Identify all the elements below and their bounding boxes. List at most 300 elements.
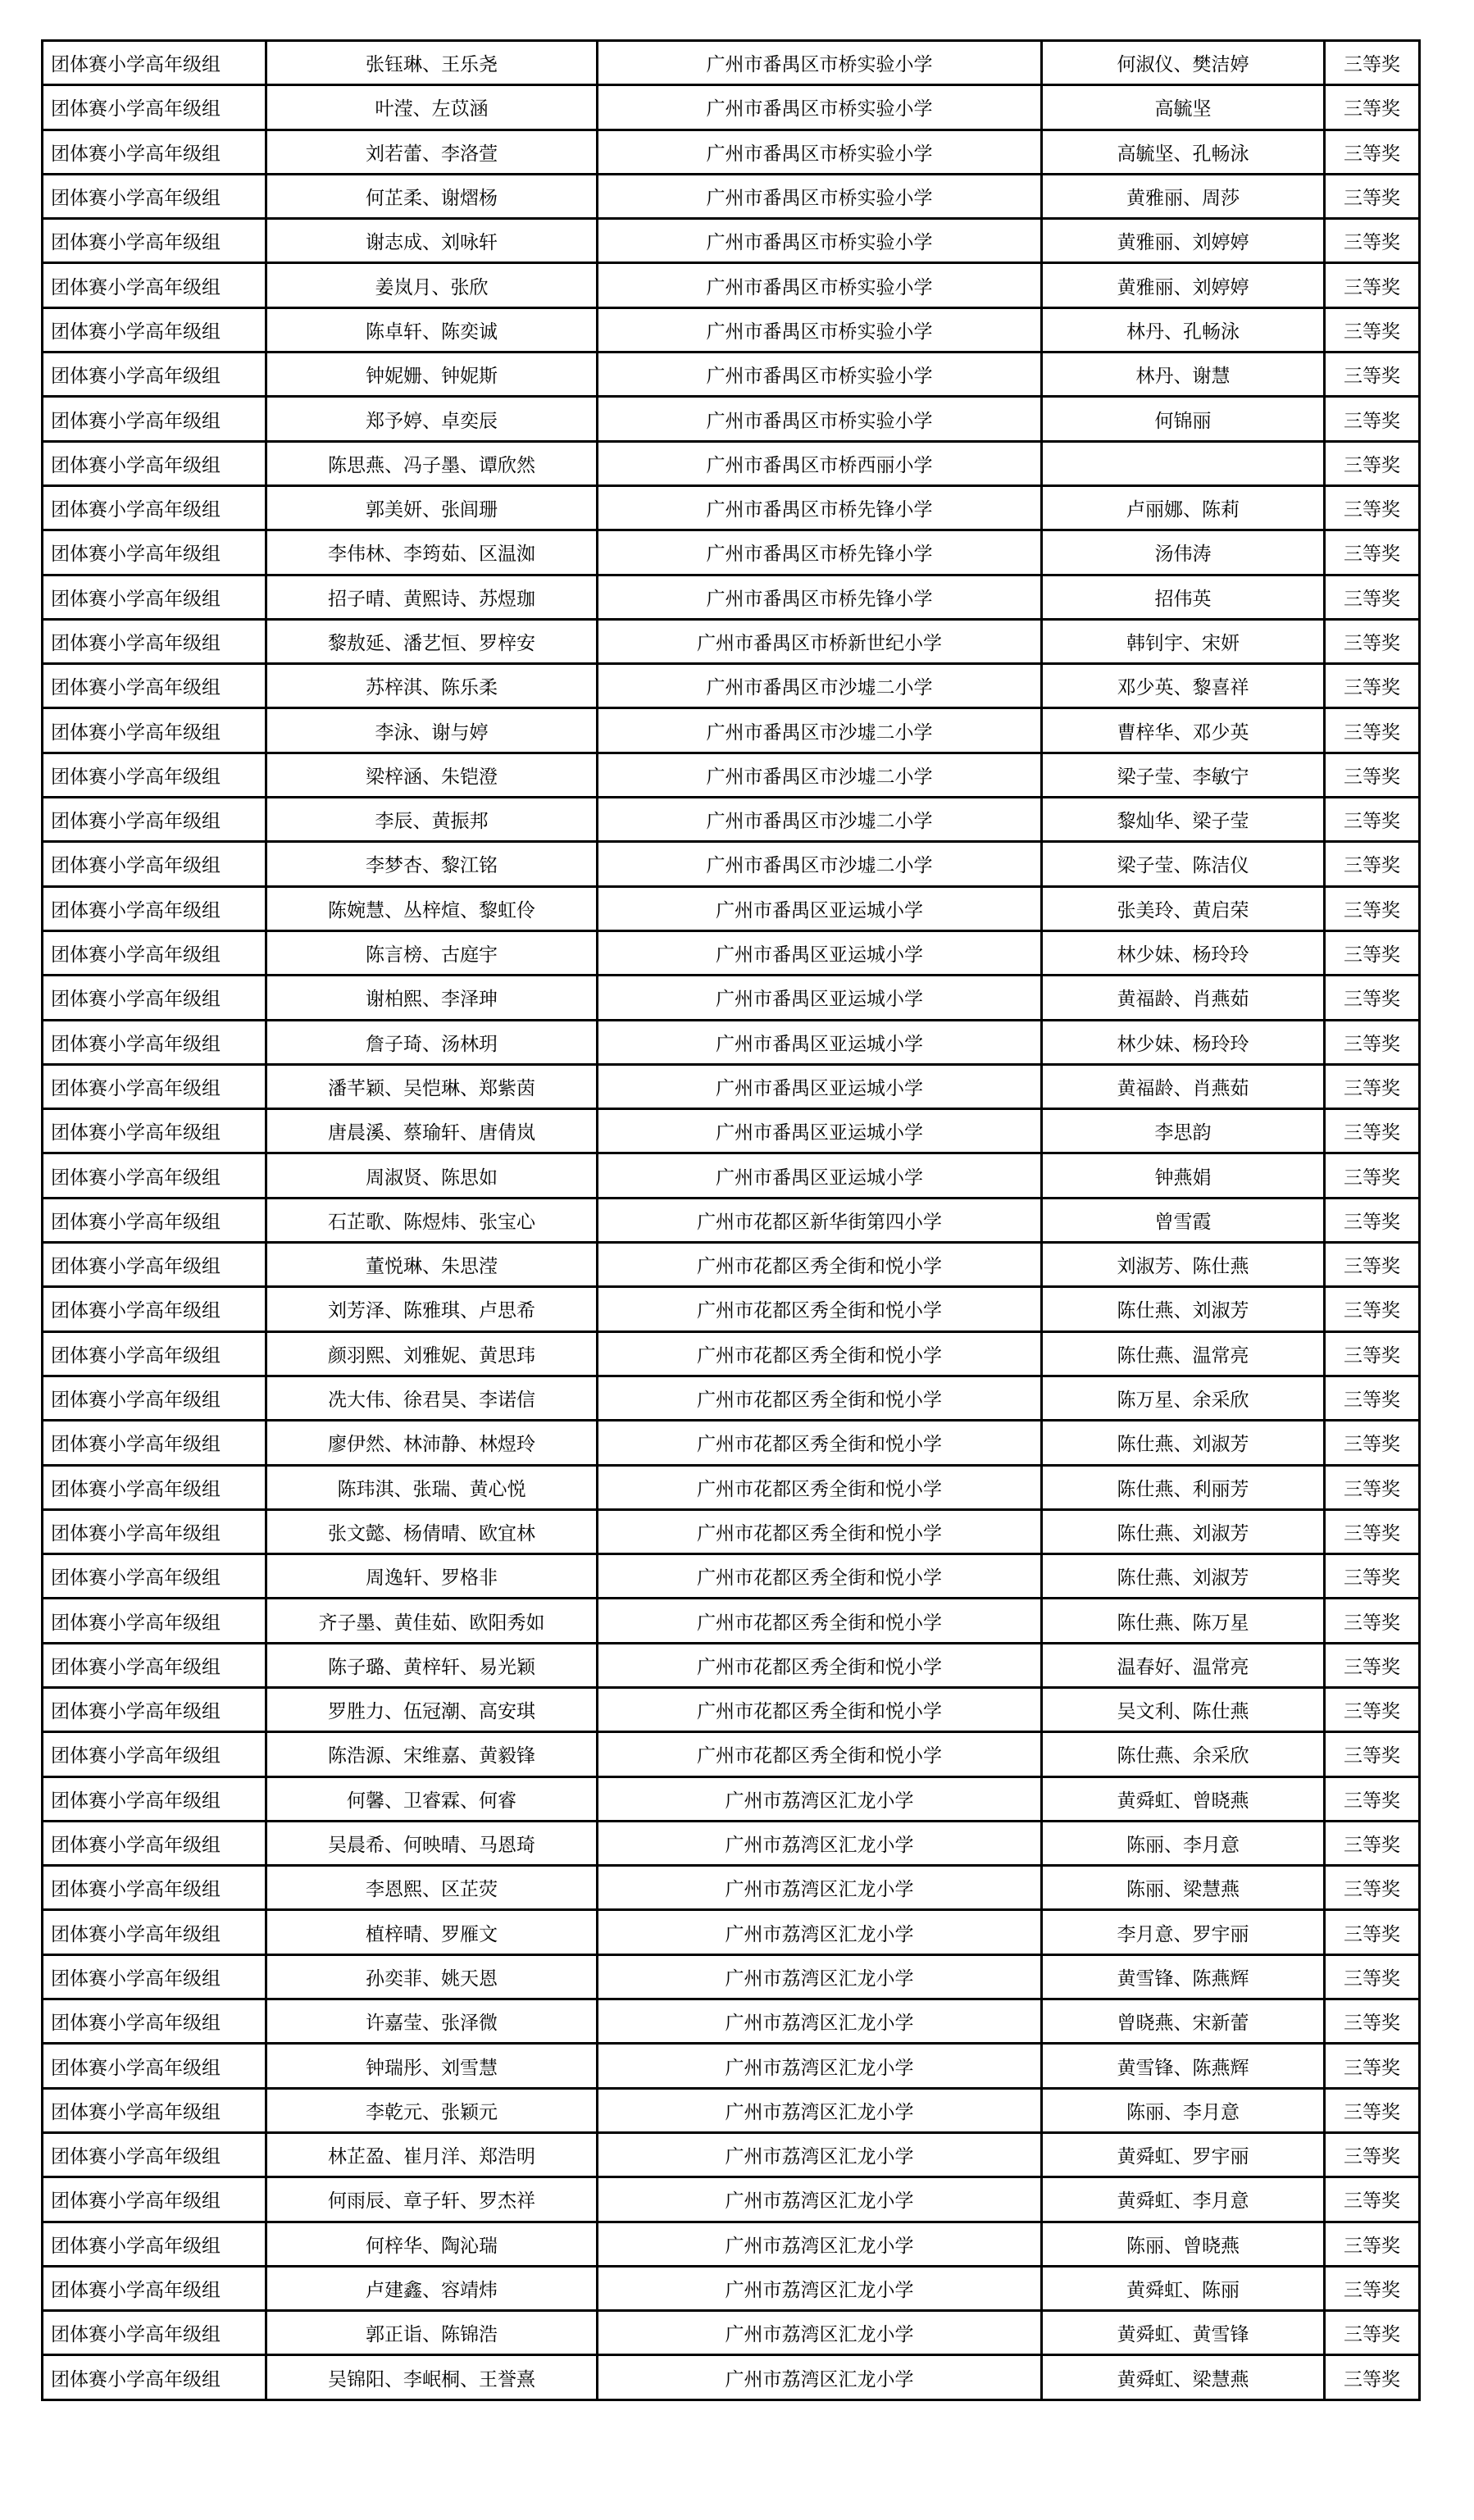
table-row bbox=[43, 1287, 1420, 1331]
members-cell: 齐子墨、黄佳茹、欧阳秀如 bbox=[266, 1599, 598, 1643]
coach-cell: 黄舜虹、李月意 bbox=[1042, 2177, 1325, 2222]
members-cell: 植梓晴、罗雁文 bbox=[266, 1910, 598, 1954]
table-row bbox=[43, 1509, 1420, 1553]
award-cell: 三等奖 bbox=[1325, 753, 1420, 797]
award-cell: 三等奖 bbox=[1325, 1509, 1420, 1553]
members-cell: 梁梓涵、朱铠澄 bbox=[266, 753, 598, 797]
school-cell: 广州市番禺区市桥实验小学 bbox=[598, 41, 1042, 85]
members-cell: 何芷柔、谢熠杨 bbox=[266, 174, 598, 218]
award-cell: 三等奖 bbox=[1325, 485, 1420, 530]
coach-cell: 陈仕燕、余采欣 bbox=[1042, 1732, 1325, 1776]
school-cell: 广州市番禺区市桥实验小学 bbox=[598, 397, 1042, 441]
award-cell: 三等奖 bbox=[1325, 842, 1420, 886]
coach-cell: 高毓坚 bbox=[1042, 85, 1325, 130]
award-cell: 三等奖 bbox=[1325, 1554, 1420, 1599]
group-cell: 团体赛小学高年级组 bbox=[43, 1776, 266, 1821]
school-cell: 广州市番禺区亚运城小学 bbox=[598, 976, 1042, 1020]
school-cell: 广州市番禺区市桥先锋小学 bbox=[598, 530, 1042, 575]
members-cell: 许嘉莹、张泽微 bbox=[266, 1999, 598, 2044]
members-cell: 陈玮淇、张瑞、黄心悦 bbox=[266, 1465, 598, 1509]
school-cell: 广州市花都区秀全街和悦小学 bbox=[598, 1509, 1042, 1553]
coach-cell: 李思韵 bbox=[1042, 1109, 1325, 1153]
group-cell: 团体赛小学高年级组 bbox=[43, 1554, 266, 1599]
school-cell: 广州市花都区秀全街和悦小学 bbox=[598, 1421, 1042, 1465]
table-row bbox=[43, 842, 1420, 886]
table-row bbox=[43, 1376, 1420, 1420]
members-cell: 李伟林、李筠茹、区温洳 bbox=[266, 530, 598, 575]
group-cell: 团体赛小学高年级组 bbox=[43, 353, 266, 397]
award-cell: 三等奖 bbox=[1325, 1376, 1420, 1420]
group-cell: 团体赛小学高年级组 bbox=[43, 1243, 266, 1287]
award-cell: 三等奖 bbox=[1325, 1109, 1420, 1153]
members-cell: 钟妮姗、钟妮斯 bbox=[266, 353, 598, 397]
coach-cell: 陈丽、梁慧燕 bbox=[1042, 1866, 1325, 1910]
coach-cell: 汤伟涛 bbox=[1042, 530, 1325, 575]
table-row bbox=[43, 1821, 1420, 1865]
award-cell: 三等奖 bbox=[1325, 530, 1420, 575]
members-cell: 李泳、谢与婷 bbox=[266, 708, 598, 753]
award-cell: 三等奖 bbox=[1325, 174, 1420, 218]
award-cell: 三等奖 bbox=[1325, 575, 1420, 619]
coach-cell: 黄雅丽、刘婷婷 bbox=[1042, 263, 1325, 307]
table-row bbox=[43, 130, 1420, 174]
school-cell: 广州市番禺区市沙墟二小学 bbox=[598, 753, 1042, 797]
table-row bbox=[43, 1910, 1420, 1954]
school-cell: 广州市荔湾区汇龙小学 bbox=[598, 2222, 1042, 2266]
members-cell: 李恩熙、区芷荧 bbox=[266, 1866, 598, 1910]
group-cell: 团体赛小学高年级组 bbox=[43, 41, 266, 85]
school-cell: 广州市番禺区市桥西丽小学 bbox=[598, 441, 1042, 485]
members-cell: 李梦杏、黎江铭 bbox=[266, 842, 598, 886]
school-cell: 广州市花都区秀全街和悦小学 bbox=[598, 1687, 1042, 1731]
school-cell: 广州市荔湾区汇龙小学 bbox=[598, 2177, 1042, 2222]
coach-cell: 梁子莹、李敏宁 bbox=[1042, 753, 1325, 797]
school-cell: 广州市番禺区市桥实验小学 bbox=[598, 353, 1042, 397]
table-row bbox=[43, 1020, 1420, 1064]
members-cell: 陈浩源、宋维嘉、黄毅锋 bbox=[266, 1732, 598, 1776]
table-row bbox=[43, 1643, 1420, 1687]
school-cell: 广州市花都区新华街第四小学 bbox=[598, 1198, 1042, 1242]
award-cell: 三等奖 bbox=[1325, 130, 1420, 174]
group-cell: 团体赛小学高年级组 bbox=[43, 1509, 266, 1553]
school-cell: 广州市番禺区市桥先锋小学 bbox=[598, 575, 1042, 619]
award-cell: 三等奖 bbox=[1325, 2044, 1420, 2088]
coach-cell: 何淑仪、樊洁婷 bbox=[1042, 41, 1325, 85]
award-cell: 三等奖 bbox=[1325, 1243, 1420, 1287]
group-cell: 团体赛小学高年级组 bbox=[43, 886, 266, 930]
members-cell: 卢建鑫、容靖炜 bbox=[266, 2266, 598, 2310]
coach-cell bbox=[1042, 441, 1325, 485]
award-table bbox=[41, 39, 1421, 2401]
group-cell: 团体赛小学高年级组 bbox=[43, 1064, 266, 1108]
coach-cell: 韩钊宇、宋妍 bbox=[1042, 619, 1325, 663]
award-cell: 三等奖 bbox=[1325, 2132, 1420, 2177]
group-cell: 团体赛小学高年级组 bbox=[43, 2311, 266, 2355]
table-row bbox=[43, 2355, 1420, 2399]
group-cell: 团体赛小学高年级组 bbox=[43, 1643, 266, 1687]
members-cell: 周淑贤、陈思如 bbox=[266, 1153, 598, 1198]
award-cell: 三等奖 bbox=[1325, 219, 1420, 263]
table-row bbox=[43, 219, 1420, 263]
group-cell: 团体赛小学高年级组 bbox=[43, 1421, 266, 1465]
table-row bbox=[43, 664, 1420, 708]
members-cell: 陈婉慧、丛梓煊、黎虹伶 bbox=[266, 886, 598, 930]
coach-cell: 陈丽、李月意 bbox=[1042, 2088, 1325, 2132]
school-cell: 广州市番禺区亚运城小学 bbox=[598, 886, 1042, 930]
award-cell: 三等奖 bbox=[1325, 1954, 1420, 1999]
group-cell: 团体赛小学高年级组 bbox=[43, 1331, 266, 1376]
table-row bbox=[43, 1331, 1420, 1376]
table-row bbox=[43, 174, 1420, 218]
coach-cell: 温春好、温常亮 bbox=[1042, 1643, 1325, 1687]
members-cell: 林芷盈、崔月洋、郑浩明 bbox=[266, 2132, 598, 2177]
members-cell: 张钰琳、王乐尧 bbox=[266, 41, 598, 85]
members-cell: 石芷歌、陈煜炜、张宝心 bbox=[266, 1198, 598, 1242]
school-cell: 广州市荔湾区汇龙小学 bbox=[598, 2088, 1042, 2132]
group-cell: 团体赛小学高年级组 bbox=[43, 85, 266, 130]
table-row bbox=[43, 575, 1420, 619]
school-cell: 广州市番禺区亚运城小学 bbox=[598, 1109, 1042, 1153]
group-cell: 团体赛小学高年级组 bbox=[43, 174, 266, 218]
group-cell: 团体赛小学高年级组 bbox=[43, 1153, 266, 1198]
award-cell: 三等奖 bbox=[1325, 41, 1420, 85]
table-row bbox=[43, 353, 1420, 397]
members-cell: 唐晨溪、蔡瑜轩、唐倩岚 bbox=[266, 1109, 598, 1153]
table-row bbox=[43, 397, 1420, 441]
table-row bbox=[43, 441, 1420, 485]
school-cell: 广州市花都区秀全街和悦小学 bbox=[598, 1331, 1042, 1376]
coach-cell: 何锦丽 bbox=[1042, 397, 1325, 441]
coach-cell: 刘淑芳、陈仕燕 bbox=[1042, 1243, 1325, 1287]
school-cell: 广州市荔湾区汇龙小学 bbox=[598, 1776, 1042, 1821]
school-cell: 广州市荔湾区汇龙小学 bbox=[598, 1821, 1042, 1865]
group-cell: 团体赛小学高年级组 bbox=[43, 1599, 266, 1643]
table-row bbox=[43, 1421, 1420, 1465]
award-cell: 三等奖 bbox=[1325, 1643, 1420, 1687]
table-row bbox=[43, 930, 1420, 975]
group-cell: 团体赛小学高年级组 bbox=[43, 441, 266, 485]
table-row bbox=[43, 2088, 1420, 2132]
members-cell: 潘芊颖、吴恺琳、郑紫茵 bbox=[266, 1064, 598, 1108]
award-cell: 三等奖 bbox=[1325, 1064, 1420, 1108]
members-cell: 孙奕菲、姚天恩 bbox=[266, 1954, 598, 1999]
school-cell: 广州市荔湾区汇龙小学 bbox=[598, 2132, 1042, 2177]
award-cell: 三等奖 bbox=[1325, 1153, 1420, 1198]
members-cell: 陈思燕、冯子墨、谭欣然 bbox=[266, 441, 598, 485]
table-row bbox=[43, 1153, 1420, 1198]
school-cell: 广州市荔湾区汇龙小学 bbox=[598, 1910, 1042, 1954]
group-cell: 团体赛小学高年级组 bbox=[43, 753, 266, 797]
group-cell: 团体赛小学高年级组 bbox=[43, 307, 266, 352]
coach-cell: 邓少英、黎喜祥 bbox=[1042, 664, 1325, 708]
coach-cell: 黄雪锋、陈燕辉 bbox=[1042, 1954, 1325, 1999]
members-cell: 陈卓轩、陈奕诚 bbox=[266, 307, 598, 352]
school-cell: 广州市番禺区市桥先锋小学 bbox=[598, 485, 1042, 530]
coach-cell: 吴文利、陈仕燕 bbox=[1042, 1687, 1325, 1731]
school-cell: 广州市番禺区市桥实验小学 bbox=[598, 307, 1042, 352]
table-row bbox=[43, 2266, 1420, 2310]
group-cell: 团体赛小学高年级组 bbox=[43, 397, 266, 441]
coach-cell: 陈万星、余采欣 bbox=[1042, 1376, 1325, 1420]
coach-cell: 陈丽、曾晓燕 bbox=[1042, 2222, 1325, 2266]
award-cell: 三等奖 bbox=[1325, 2355, 1420, 2399]
members-cell: 郑予婷、卓奕辰 bbox=[266, 397, 598, 441]
table-row bbox=[43, 307, 1420, 352]
group-cell: 团体赛小学高年级组 bbox=[43, 2044, 266, 2088]
coach-cell: 林少妹、杨玲玲 bbox=[1042, 1020, 1325, 1064]
award-cell: 三等奖 bbox=[1325, 1866, 1420, 1910]
members-cell: 罗胜力、伍冠潮、高安琪 bbox=[266, 1687, 598, 1731]
school-cell: 广州市荔湾区汇龙小学 bbox=[598, 2311, 1042, 2355]
school-cell: 广州市荔湾区汇龙小学 bbox=[598, 2266, 1042, 2310]
coach-cell: 黄福龄、肖燕茹 bbox=[1042, 1064, 1325, 1108]
group-cell: 团体赛小学高年级组 bbox=[43, 1999, 266, 2044]
school-cell: 广州市番禺区市桥实验小学 bbox=[598, 263, 1042, 307]
table-row bbox=[43, 2222, 1420, 2266]
group-cell: 团体赛小学高年级组 bbox=[43, 1821, 266, 1865]
group-cell: 团体赛小学高年级组 bbox=[43, 930, 266, 975]
coach-cell: 黄舜虹、梁慧燕 bbox=[1042, 2355, 1325, 2399]
group-cell: 团体赛小学高年级组 bbox=[43, 2266, 266, 2310]
award-cell: 三等奖 bbox=[1325, 1776, 1420, 1821]
table-row bbox=[43, 2311, 1420, 2355]
coach-cell: 陈仕燕、温常亮 bbox=[1042, 1331, 1325, 1376]
award-cell: 三等奖 bbox=[1325, 1421, 1420, 1465]
members-cell: 黎敖延、潘艺恒、罗梓安 bbox=[266, 619, 598, 663]
group-cell: 团体赛小学高年级组 bbox=[43, 1465, 266, 1509]
table-row bbox=[43, 753, 1420, 797]
group-cell: 团体赛小学高年级组 bbox=[43, 1287, 266, 1331]
school-cell: 广州市番禺区市沙墟二小学 bbox=[598, 664, 1042, 708]
coach-cell: 黎灿华、梁子莹 bbox=[1042, 798, 1325, 842]
award-cell: 三等奖 bbox=[1325, 2088, 1420, 2132]
coach-cell: 黄舜虹、陈丽 bbox=[1042, 2266, 1325, 2310]
school-cell: 广州市番禺区亚运城小学 bbox=[598, 930, 1042, 975]
members-cell: 张文懿、杨倩晴、欧宜林 bbox=[266, 1509, 598, 1553]
school-cell: 广州市花都区秀全街和悦小学 bbox=[598, 1376, 1042, 1420]
coach-cell: 招伟英 bbox=[1042, 575, 1325, 619]
group-cell: 团体赛小学高年级组 bbox=[43, 1198, 266, 1242]
table-row bbox=[43, 1776, 1420, 1821]
school-cell: 广州市番禺区亚运城小学 bbox=[598, 1153, 1042, 1198]
coach-cell: 曾雪霞 bbox=[1042, 1198, 1325, 1242]
group-cell: 团体赛小学高年级组 bbox=[43, 1732, 266, 1776]
school-cell: 广州市荔湾区汇龙小学 bbox=[598, 1954, 1042, 1999]
award-cell: 三等奖 bbox=[1325, 85, 1420, 130]
table-row bbox=[43, 2044, 1420, 2088]
school-cell: 广州市花都区秀全街和悦小学 bbox=[598, 1643, 1042, 1687]
members-cell: 何梓华、陶沁瑞 bbox=[266, 2222, 598, 2266]
members-cell: 郭正诣、陈锦浩 bbox=[266, 2311, 598, 2355]
table-row bbox=[43, 85, 1420, 130]
table-row bbox=[43, 530, 1420, 575]
award-cell: 三等奖 bbox=[1325, 2266, 1420, 2310]
coach-cell: 钟燕娟 bbox=[1042, 1153, 1325, 1198]
award-cell: 三等奖 bbox=[1325, 2222, 1420, 2266]
award-cell: 三等奖 bbox=[1325, 664, 1420, 708]
award-cell: 三等奖 bbox=[1325, 397, 1420, 441]
members-cell: 刘若蕾、李洛萱 bbox=[266, 130, 598, 174]
table-row bbox=[43, 41, 1420, 85]
coach-cell: 林少妹、杨玲玲 bbox=[1042, 930, 1325, 975]
school-cell: 广州市荔湾区汇龙小学 bbox=[598, 1866, 1042, 1910]
school-cell: 广州市荔湾区汇龙小学 bbox=[598, 2044, 1042, 2088]
award-cell: 三等奖 bbox=[1325, 441, 1420, 485]
group-cell: 团体赛小学高年级组 bbox=[43, 1910, 266, 1954]
members-cell: 何馨、卫睿霖、何睿 bbox=[266, 1776, 598, 1821]
members-cell: 郭美妍、张闾珊 bbox=[266, 485, 598, 530]
coach-cell: 林丹、谢慧 bbox=[1042, 353, 1325, 397]
members-cell: 颜羽熙、刘雅妮、黄思玮 bbox=[266, 1331, 598, 1376]
group-cell: 团体赛小学高年级组 bbox=[43, 1866, 266, 1910]
members-cell: 姜岚月、张欣 bbox=[266, 263, 598, 307]
table-row bbox=[43, 1243, 1420, 1287]
coach-cell: 高毓坚、孔畅泳 bbox=[1042, 130, 1325, 174]
group-cell: 团体赛小学高年级组 bbox=[43, 530, 266, 575]
members-cell: 廖伊然、林沛静、林煜玲 bbox=[266, 1421, 598, 1465]
members-cell: 陈子璐、黄梓轩、易光颖 bbox=[266, 1643, 598, 1687]
group-cell: 团体赛小学高年级组 bbox=[43, 485, 266, 530]
members-cell: 周逸轩、罗格非 bbox=[266, 1554, 598, 1599]
group-cell: 团体赛小学高年级组 bbox=[43, 976, 266, 1020]
members-cell: 叶滢、左苡涵 bbox=[266, 85, 598, 130]
group-cell: 团体赛小学高年级组 bbox=[43, 2222, 266, 2266]
group-cell: 团体赛小学高年级组 bbox=[43, 664, 266, 708]
table-row bbox=[43, 1866, 1420, 1910]
group-cell: 团体赛小学高年级组 bbox=[43, 798, 266, 842]
table-row bbox=[43, 1599, 1420, 1643]
table-row bbox=[43, 619, 1420, 663]
table-row bbox=[43, 263, 1420, 307]
table-row bbox=[43, 708, 1420, 753]
award-cell: 三等奖 bbox=[1325, 708, 1420, 753]
group-cell: 团体赛小学高年级组 bbox=[43, 1376, 266, 1420]
members-cell: 冼大伟、徐君昊、李诺信 bbox=[266, 1376, 598, 1420]
award-cell: 三等奖 bbox=[1325, 1732, 1420, 1776]
group-cell: 团体赛小学高年级组 bbox=[43, 1687, 266, 1731]
award-cell: 三等奖 bbox=[1325, 1599, 1420, 1643]
table-row bbox=[43, 1198, 1420, 1242]
members-cell: 吴锦阳、李岷桐、王誉熹 bbox=[266, 2355, 598, 2399]
members-cell: 刘芳泽、陈雅琪、卢思希 bbox=[266, 1287, 598, 1331]
table-row bbox=[43, 1954, 1420, 1999]
members-cell: 招子晴、黄熙诗、苏煜珈 bbox=[266, 575, 598, 619]
table-row bbox=[43, 976, 1420, 1020]
table-row bbox=[43, 2132, 1420, 2177]
group-cell: 团体赛小学高年级组 bbox=[43, 619, 266, 663]
award-cell: 三等奖 bbox=[1325, 1198, 1420, 1242]
award-cell: 三等奖 bbox=[1325, 1331, 1420, 1376]
members-cell: 詹子琦、汤林玥 bbox=[266, 1020, 598, 1064]
members-cell: 吴晨希、何映晴、马恩琦 bbox=[266, 1821, 598, 1865]
group-cell: 团体赛小学高年级组 bbox=[43, 575, 266, 619]
table-row bbox=[43, 1465, 1420, 1509]
group-cell: 团体赛小学高年级组 bbox=[43, 2132, 266, 2177]
school-cell: 广州市花都区秀全街和悦小学 bbox=[598, 1243, 1042, 1287]
members-cell: 苏梓淇、陈乐柔 bbox=[266, 664, 598, 708]
members-cell: 谢志成、刘咏轩 bbox=[266, 219, 598, 263]
coach-cell: 卢丽娜、陈莉 bbox=[1042, 485, 1325, 530]
members-cell: 董悦琳、朱思滢 bbox=[266, 1243, 598, 1287]
members-cell: 钟瑞彤、刘雪慧 bbox=[266, 2044, 598, 2088]
school-cell: 广州市番禺区市沙墟二小学 bbox=[598, 708, 1042, 753]
coach-cell: 黄舜虹、曾晓燕 bbox=[1042, 1776, 1325, 1821]
group-cell: 团体赛小学高年级组 bbox=[43, 219, 266, 263]
table-row bbox=[43, 1999, 1420, 2044]
coach-cell: 张美玲、黄启荣 bbox=[1042, 886, 1325, 930]
coach-cell: 陈仕燕、刘淑芳 bbox=[1042, 1509, 1325, 1553]
group-cell: 团体赛小学高年级组 bbox=[43, 2088, 266, 2132]
table-row bbox=[43, 2177, 1420, 2222]
award-cell: 三等奖 bbox=[1325, 2311, 1420, 2355]
school-cell: 广州市番禺区市桥实验小学 bbox=[598, 130, 1042, 174]
award-cell: 三等奖 bbox=[1325, 619, 1420, 663]
group-cell: 团体赛小学高年级组 bbox=[43, 1109, 266, 1153]
coach-cell: 黄雅丽、周莎 bbox=[1042, 174, 1325, 218]
group-cell: 团体赛小学高年级组 bbox=[43, 1020, 266, 1064]
group-cell: 团体赛小学高年级组 bbox=[43, 130, 266, 174]
group-cell: 团体赛小学高年级组 bbox=[43, 842, 266, 886]
school-cell: 广州市花都区秀全街和悦小学 bbox=[598, 1554, 1042, 1599]
award-cell: 三等奖 bbox=[1325, 1465, 1420, 1509]
coach-cell: 林丹、孔畅泳 bbox=[1042, 307, 1325, 352]
award-cell: 三等奖 bbox=[1325, 798, 1420, 842]
school-cell: 广州市番禺区市沙墟二小学 bbox=[598, 798, 1042, 842]
school-cell: 广州市荔湾区汇龙小学 bbox=[598, 1999, 1042, 2044]
coach-cell: 黄福龄、肖燕茹 bbox=[1042, 976, 1325, 1020]
group-cell: 团体赛小学高年级组 bbox=[43, 1954, 266, 1999]
group-cell: 团体赛小学高年级组 bbox=[43, 2177, 266, 2222]
school-cell: 广州市番禺区亚运城小学 bbox=[598, 1020, 1042, 1064]
coach-cell: 曹梓华、邓少英 bbox=[1042, 708, 1325, 753]
school-cell: 广州市番禺区市沙墟二小学 bbox=[598, 842, 1042, 886]
members-cell: 谢柏熙、李泽珅 bbox=[266, 976, 598, 1020]
members-cell: 何雨辰、章子轩、罗杰祥 bbox=[266, 2177, 598, 2222]
coach-cell: 曾晓燕、宋新蕾 bbox=[1042, 1999, 1325, 2044]
award-cell: 三等奖 bbox=[1325, 1020, 1420, 1064]
group-cell: 团体赛小学高年级组 bbox=[43, 2355, 266, 2399]
coach-cell: 陈仕燕、利丽芳 bbox=[1042, 1465, 1325, 1509]
award-cell: 三等奖 bbox=[1325, 1999, 1420, 2044]
coach-cell: 黄雪锋、陈燕辉 bbox=[1042, 2044, 1325, 2088]
award-cell: 三等奖 bbox=[1325, 976, 1420, 1020]
award-cell: 三等奖 bbox=[1325, 1821, 1420, 1865]
award-table-body bbox=[43, 41, 1420, 2400]
school-cell: 广州市荔湾区汇龙小学 bbox=[598, 2355, 1042, 2399]
coach-cell: 陈丽、李月意 bbox=[1042, 1821, 1325, 1865]
table-row bbox=[43, 1109, 1420, 1153]
coach-cell: 黄雅丽、刘婷婷 bbox=[1042, 219, 1325, 263]
award-cell: 三等奖 bbox=[1325, 886, 1420, 930]
table-row bbox=[43, 1732, 1420, 1776]
coach-cell: 黄舜虹、黄雪锋 bbox=[1042, 2311, 1325, 2355]
award-cell: 三等奖 bbox=[1325, 307, 1420, 352]
award-cell: 三等奖 bbox=[1325, 1687, 1420, 1731]
group-cell: 团体赛小学高年级组 bbox=[43, 263, 266, 307]
coach-cell: 李月意、罗宇丽 bbox=[1042, 1910, 1325, 1954]
award-cell: 三等奖 bbox=[1325, 930, 1420, 975]
award-cell: 三等奖 bbox=[1325, 2177, 1420, 2222]
award-cell: 三等奖 bbox=[1325, 1287, 1420, 1331]
table-row bbox=[43, 886, 1420, 930]
group-cell: 团体赛小学高年级组 bbox=[43, 708, 266, 753]
coach-cell: 陈仕燕、刘淑芳 bbox=[1042, 1554, 1325, 1599]
coach-cell: 陈仕燕、刘淑芳 bbox=[1042, 1287, 1325, 1331]
members-cell: 陈言榜、古庭宇 bbox=[266, 930, 598, 975]
members-cell: 李辰、黄振邦 bbox=[266, 798, 598, 842]
coach-cell: 黄舜虹、罗宇丽 bbox=[1042, 2132, 1325, 2177]
table-row bbox=[43, 485, 1420, 530]
